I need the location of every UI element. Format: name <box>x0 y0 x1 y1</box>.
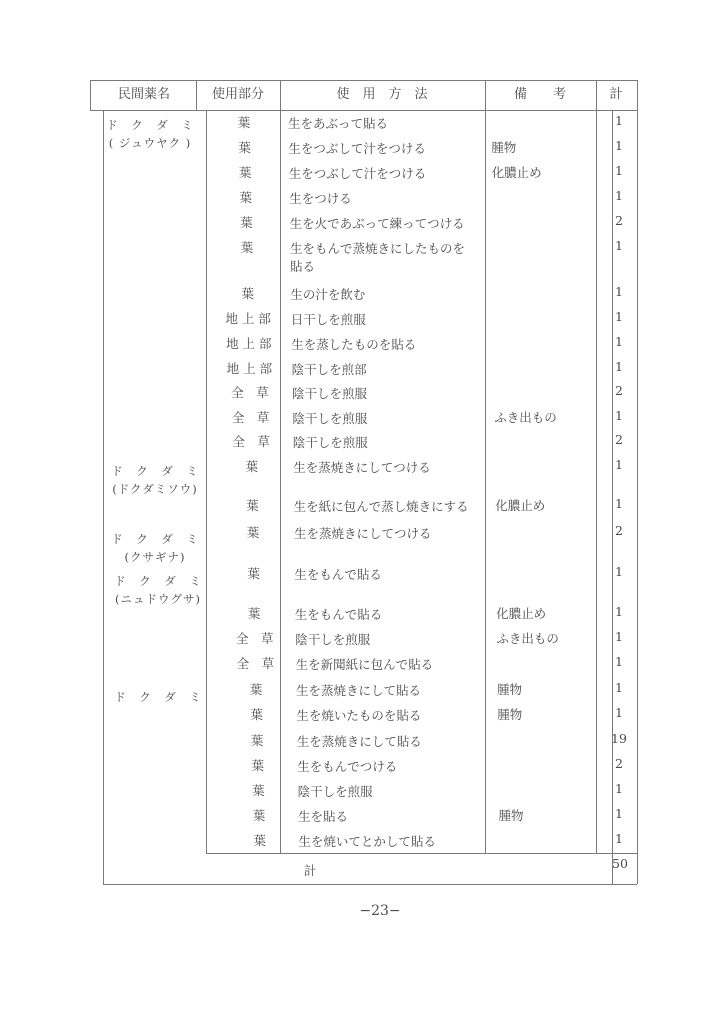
row-method: 陰干しを煎部 <box>291 362 367 377</box>
row-part: 葉 <box>246 498 259 513</box>
row-method: 生をもんで貼る <box>294 567 382 582</box>
row-count: 1 <box>615 705 623 720</box>
row-method: 日干しを煎服 <box>290 312 366 327</box>
herb-name: ド ク ダ ミ <box>111 464 199 478</box>
row-method: 生をつぶして汁をつける <box>288 141 426 156</box>
grid-line <box>596 80 597 853</box>
row-count: 2 <box>615 756 623 771</box>
row-remarks: 腫物 <box>497 682 523 697</box>
row-count: 19 <box>611 731 627 746</box>
row-part: 葉 <box>249 682 263 697</box>
header-method: 使 用 方 法 <box>336 87 428 102</box>
row-part: 葉 <box>246 525 260 540</box>
row-method: 陰干しを煎服 <box>292 435 368 450</box>
row-remarks: 化膿止め <box>491 165 542 180</box>
row-remarks: ふき出もの <box>496 631 559 646</box>
total-label: 計 <box>303 863 317 878</box>
row-count: 1 <box>615 806 623 821</box>
row-part: 葉 <box>247 606 261 621</box>
grid-line <box>90 110 637 111</box>
row-count: 1 <box>615 457 623 472</box>
total-value: 50 <box>612 856 628 871</box>
grid-line <box>90 80 637 81</box>
row-count: 1 <box>615 284 623 299</box>
header-count: 計 <box>609 87 623 102</box>
row-part: 葉 <box>252 808 266 823</box>
header-name: 民間薬名 <box>117 87 170 102</box>
row-count: 1 <box>615 629 623 644</box>
row-remarks: ふき出もの <box>494 410 557 425</box>
row-part: 全 草 <box>231 385 269 400</box>
grid-line <box>485 80 486 853</box>
row-part: 葉 <box>237 115 251 130</box>
row-method: 生を蒸焼きにして貼る <box>296 734 422 749</box>
row-remarks: 化膿止め <box>496 606 547 621</box>
row-remarks: 腫物 <box>498 808 524 823</box>
row-count: 1 <box>615 238 623 253</box>
row-count: 1 <box>615 654 623 669</box>
row-count: 1 <box>615 113 623 128</box>
row-method: 生をもんで蒸焼きにしたものを貼る <box>290 241 466 274</box>
row-count: 1 <box>615 138 623 153</box>
herb-name-reading: (クサギナ) <box>124 550 186 564</box>
row-method: 生を新聞紙に包んで貼る <box>295 657 434 672</box>
row-part: 全 草 <box>231 410 270 425</box>
row-part: 葉 <box>247 566 260 581</box>
row-part: 全 草 <box>236 631 274 646</box>
row-part: 地 上 部 <box>225 311 271 326</box>
page-number: −23− <box>359 903 401 919</box>
herb-name-reading: ( ジュウヤク ) <box>108 136 192 150</box>
grid-line <box>103 110 104 884</box>
row-part: 葉 <box>239 190 253 205</box>
row-count: 2 <box>615 432 623 447</box>
row-count: 1 <box>615 680 623 695</box>
grid-line <box>206 853 637 854</box>
herb-name: ド ク ダ ミ <box>111 532 199 546</box>
row-part: 葉 <box>238 165 252 180</box>
row-method: 生をもんでつける <box>297 759 398 774</box>
row-part: 葉 <box>240 240 254 255</box>
row-remarks: 腫物 <box>497 707 523 722</box>
row-part: 葉 <box>252 783 265 798</box>
herb-name: ド ク ダ ミ <box>114 690 202 704</box>
header-remarks: 備 考 <box>513 87 566 102</box>
row-method: 生を蒸焼きにしてつける <box>293 460 431 475</box>
row-part: 全 草 <box>236 656 275 671</box>
row-part: 葉 <box>245 459 259 474</box>
row-method: 生を蒸したものを貼る <box>291 337 417 352</box>
row-method: 生をあぶって貼る <box>288 116 389 131</box>
row-count: 1 <box>615 564 623 579</box>
row-part: 地 上 部 <box>226 361 273 376</box>
row-method: 生の汁を飲む <box>290 287 366 302</box>
row-count: 1 <box>615 309 623 324</box>
row-count: 1 <box>615 188 623 203</box>
row-count: 1 <box>615 496 623 511</box>
row-part: 葉 <box>238 140 251 155</box>
row-method: 生を焼いたものを貼る <box>296 708 422 723</box>
row-part: 全 草 <box>232 434 270 449</box>
row-part: 地 上 部 <box>226 336 272 351</box>
row-method: 陰干しを煎服 <box>292 386 368 401</box>
row-method: 生を紙に包んで蒸し焼きにする <box>293 499 469 514</box>
grid-line <box>103 884 637 885</box>
row-method: 陰干しを煎服 <box>292 411 368 426</box>
row-method: 生を蒸焼きにしてつける <box>294 526 432 541</box>
header-part: 使用部分 <box>211 87 264 102</box>
row-method: 生を焼いてとかして貼る <box>298 834 436 849</box>
grid-line <box>90 80 91 110</box>
row-method: 生を火であぶって練ってつける <box>289 216 465 231</box>
row-method: 生を貼る <box>298 809 349 824</box>
row-method: 生をつける <box>289 191 352 206</box>
row-count: 1 <box>615 359 623 374</box>
row-part: 葉 <box>241 286 254 301</box>
herb-name: ド ク ダ ミ <box>106 118 194 132</box>
row-count: 1 <box>615 604 623 619</box>
row-part: 葉 <box>250 707 263 722</box>
row-count: 1 <box>615 408 623 423</box>
herb-name-reading: (ドクダミソウ) <box>112 482 198 496</box>
row-count: 1 <box>615 334 623 349</box>
row-part: 葉 <box>251 758 265 773</box>
row-part: 葉 <box>250 733 264 748</box>
row-remarks: 化膿止め <box>495 498 546 513</box>
herb-name: ド ク ダ ミ <box>114 574 202 588</box>
row-method: 生をもんで貼る <box>294 607 383 622</box>
row-count: 1 <box>615 831 623 846</box>
row-count: 2 <box>615 213 623 228</box>
row-count: 2 <box>615 523 623 538</box>
herb-name-reading: (ニュドウグサ) <box>115 592 201 606</box>
row-method: 生を蒸焼きにして貼る <box>296 683 422 698</box>
row-method: 陰干しを煎服 <box>295 632 371 647</box>
row-remarks: 腫物 <box>491 140 517 155</box>
row-part: 葉 <box>253 833 266 848</box>
row-count: 1 <box>615 163 623 178</box>
row-count: 1 <box>615 781 623 796</box>
row-part: 葉 <box>240 215 253 230</box>
row-method: 生をつぶして汁をつける <box>288 166 427 181</box>
row-method: 陰干しを煎服 <box>297 784 373 799</box>
row-count: 2 <box>615 383 623 398</box>
